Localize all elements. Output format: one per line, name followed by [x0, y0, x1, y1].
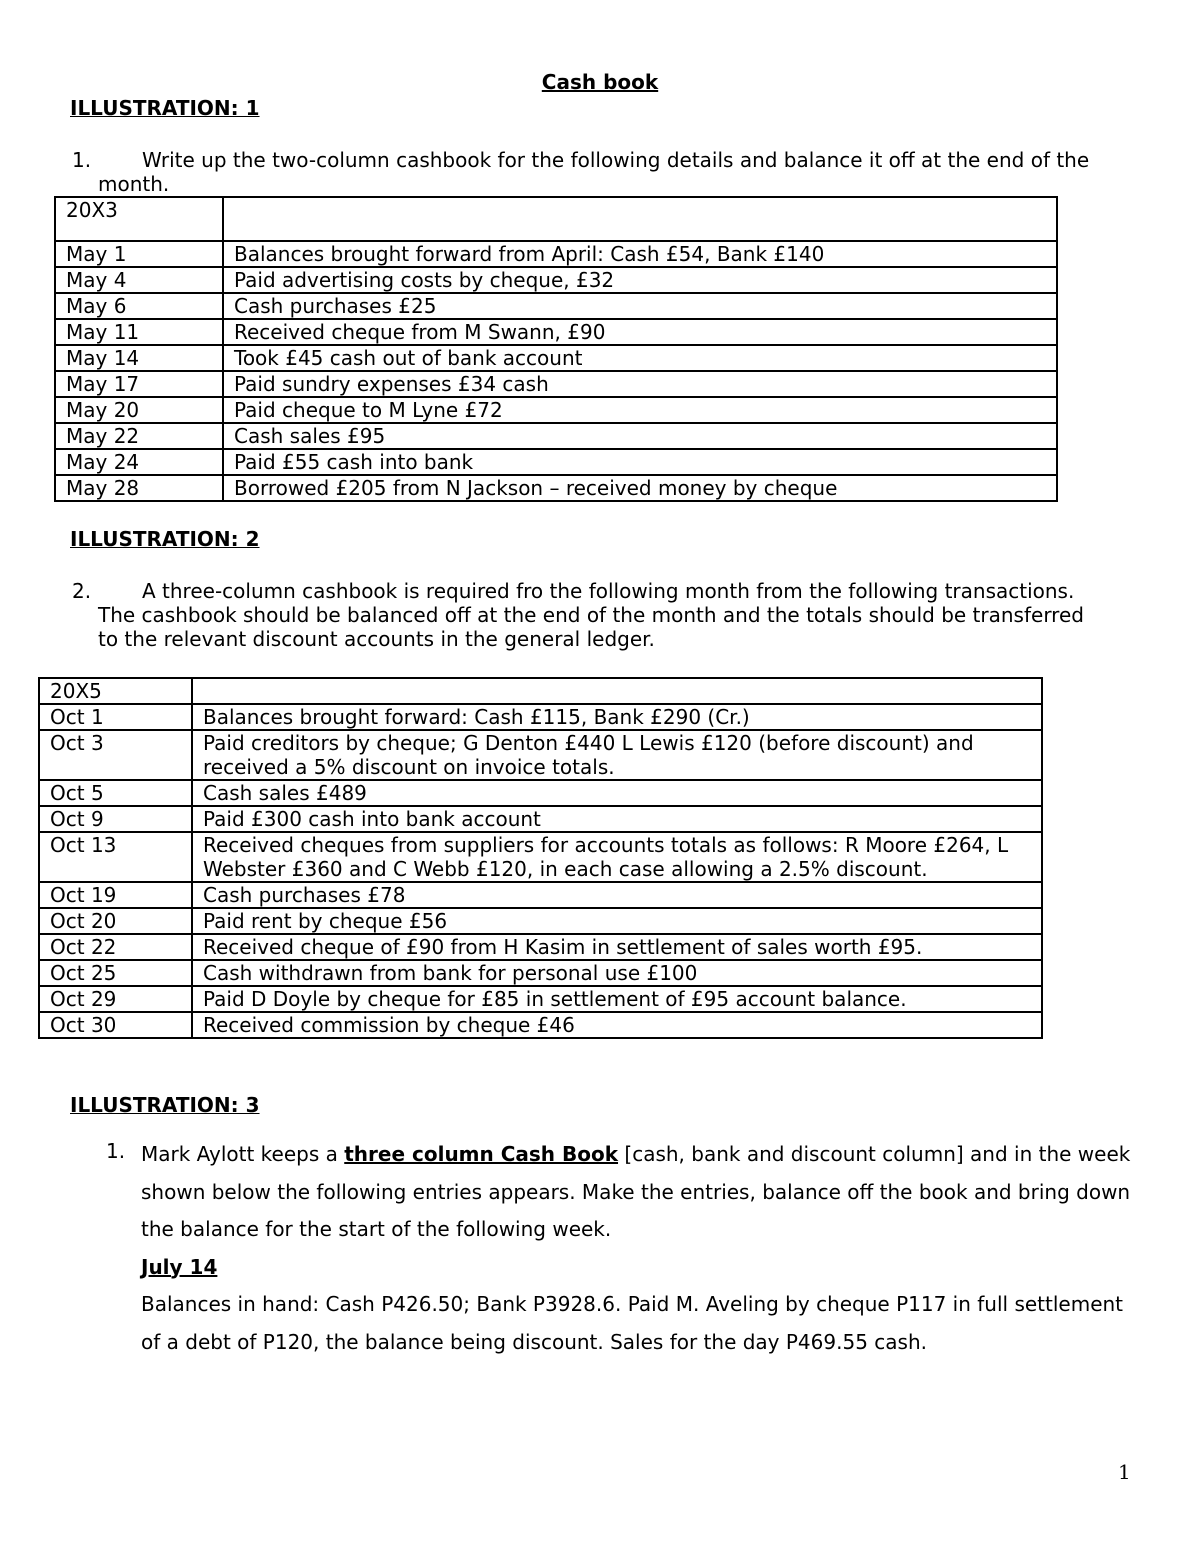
table-row: [55, 371, 1057, 397]
document-title: Cash book: [541, 70, 659, 94]
transaction-cell: Paid £55 cash into bank: [223, 449, 1057, 475]
page-number: 1: [1118, 1460, 1131, 1484]
transaction-cell: Cash sales £489: [192, 780, 1042, 806]
table-row: [39, 986, 1042, 1012]
table-row: [55, 267, 1057, 293]
date-cell: Oct 19: [39, 882, 192, 908]
date-cell: May 6: [55, 293, 223, 319]
date-cell: May 14: [55, 345, 223, 371]
year-cell: 20X3: [55, 197, 223, 241]
date-cell: May 22: [55, 423, 223, 449]
date-cell: Oct 3: [39, 730, 192, 780]
transaction-cell: Received commission by cheque £46: [192, 1012, 1042, 1038]
table-row: [55, 293, 1057, 319]
table-row: [55, 397, 1057, 423]
date-cell: Oct 29: [39, 986, 192, 1012]
transaction-cell: Paid £300 cash into bank account: [192, 806, 1042, 832]
illustration-2-item-number: 2.: [72, 579, 92, 603]
table-row: [39, 934, 1042, 960]
transaction-cell: Cash purchases £78: [192, 882, 1042, 908]
date-cell: May 28: [55, 475, 223, 501]
instruction-text: [cash, bank and discount column] and in the week shown below the following entries appears. Make the entries, balance off the book and bring down the balance for the start of the following week.: [141, 1142, 1131, 1241]
illustration-3-item-number: 1.: [106, 1139, 126, 1163]
table-row: [39, 780, 1042, 806]
table-row: [55, 345, 1057, 371]
table-row: [55, 241, 1057, 267]
date-cell: Oct 22: [39, 934, 192, 960]
intro-text: Mark Aylott keeps a: [141, 1142, 345, 1166]
date-cell: May 11: [55, 319, 223, 345]
transaction-cell: Took £45 cash out of bank account: [223, 345, 1057, 371]
transaction-cell: Balances brought forward: Cash £115, Bank £290 (Cr.): [192, 704, 1042, 730]
table-row: [55, 449, 1057, 475]
date-cell: May 20: [55, 397, 223, 423]
empty-cell: [192, 678, 1042, 704]
date-cell: May 17: [55, 371, 223, 397]
transaction-cell: Paid creditors by cheque; G Denton £440 L Lewis £120 (before discount) and received a 5% discount on invoice totals.: [192, 730, 1042, 780]
transaction-cell: Paid sundry expenses £34 cash: [223, 371, 1057, 397]
table-row: [39, 806, 1042, 832]
table-row: [55, 423, 1057, 449]
date-cell: Oct 1: [39, 704, 192, 730]
table-row: [55, 197, 1057, 241]
table-row: [39, 908, 1042, 934]
table-row: [55, 475, 1057, 501]
empty-cell: [223, 197, 1057, 241]
transaction-cell: Received cheque from M Swann, £90: [223, 319, 1057, 345]
table-row: [39, 730, 1042, 780]
illustration-3-heading: ILLUSTRATION: 3: [70, 1093, 260, 1117]
transaction-cell: Paid advertising costs by cheque, £32: [223, 267, 1057, 293]
illustration-1-item-number: 1.: [72, 148, 92, 172]
date-cell: May 1: [55, 241, 223, 267]
transaction-cell: Paid rent by cheque £56: [192, 908, 1042, 934]
illustration-2-table: [38, 677, 1043, 1039]
table-row: [55, 319, 1057, 345]
illustration-3-body: [141, 1136, 1131, 1361]
illustration-1-table: [54, 196, 1058, 502]
date-cell: Oct 20: [39, 908, 192, 934]
date-cell: May 24: [55, 449, 223, 475]
date-cell: Oct 25: [39, 960, 192, 986]
date-cell: May 4: [55, 267, 223, 293]
illustration-1-instruction: Write up the two-column cashbook for the following details and balance it off at the end of the month.: [98, 148, 1090, 196]
table-row: [39, 678, 1042, 704]
table-row: [39, 882, 1042, 908]
illustration-1-heading: ILLUSTRATION: 1: [70, 96, 260, 120]
details-text: Balances in hand: Cash P426.50; Bank P3928.6. Paid M. Aveling by cheque P117 in full settlement of a debt of P120, the balance being discount. Sales for the day P469.55 cash.: [141, 1292, 1124, 1354]
transaction-cell: Received cheques from suppliers for accounts totals as follows: R Moore £264, L Webster £360 and C Webb £120, in each case allowing a 2.5% discount.: [192, 832, 1042, 882]
emphasis-text: three column Cash Book: [344, 1142, 619, 1166]
table-row: [39, 704, 1042, 730]
date-heading: July 14: [141, 1254, 218, 1279]
date-cell: Oct 13: [39, 832, 192, 882]
transaction-cell: Cash withdrawn from bank for personal use £100: [192, 960, 1042, 986]
illustration-2-heading: ILLUSTRATION: 2: [70, 527, 260, 551]
transaction-cell: Paid cheque to M Lyne £72: [223, 397, 1057, 423]
year-cell: 20X5: [39, 678, 192, 704]
transaction-cell: Cash sales £95: [223, 423, 1057, 449]
date-cell: Oct 9: [39, 806, 192, 832]
transaction-cell: Balances brought forward from April: Cash £54, Bank £140: [223, 241, 1057, 267]
transaction-cell: Borrowed £205 from N Jackson – received money by cheque: [223, 475, 1057, 501]
table-row: [39, 832, 1042, 882]
illustration-2-instruction: A three-column cashbook is required fro the following month from the following transactions. The cashbook should be balanced off at the end of the month and the totals should be transferred to the relevant discount accounts in the general ledger.: [98, 579, 1084, 651]
date-cell: Oct 30: [39, 1012, 192, 1038]
table-row: [39, 1012, 1042, 1038]
transaction-cell: Paid D Doyle by cheque for £85 in settlement of £95 account balance.: [192, 986, 1042, 1012]
table-row: [39, 960, 1042, 986]
transaction-cell: Cash purchases £25: [223, 293, 1057, 319]
date-cell: Oct 5: [39, 780, 192, 806]
transaction-cell: Received cheque of £90 from H Kasim in settlement of sales worth £95.: [192, 934, 1042, 960]
